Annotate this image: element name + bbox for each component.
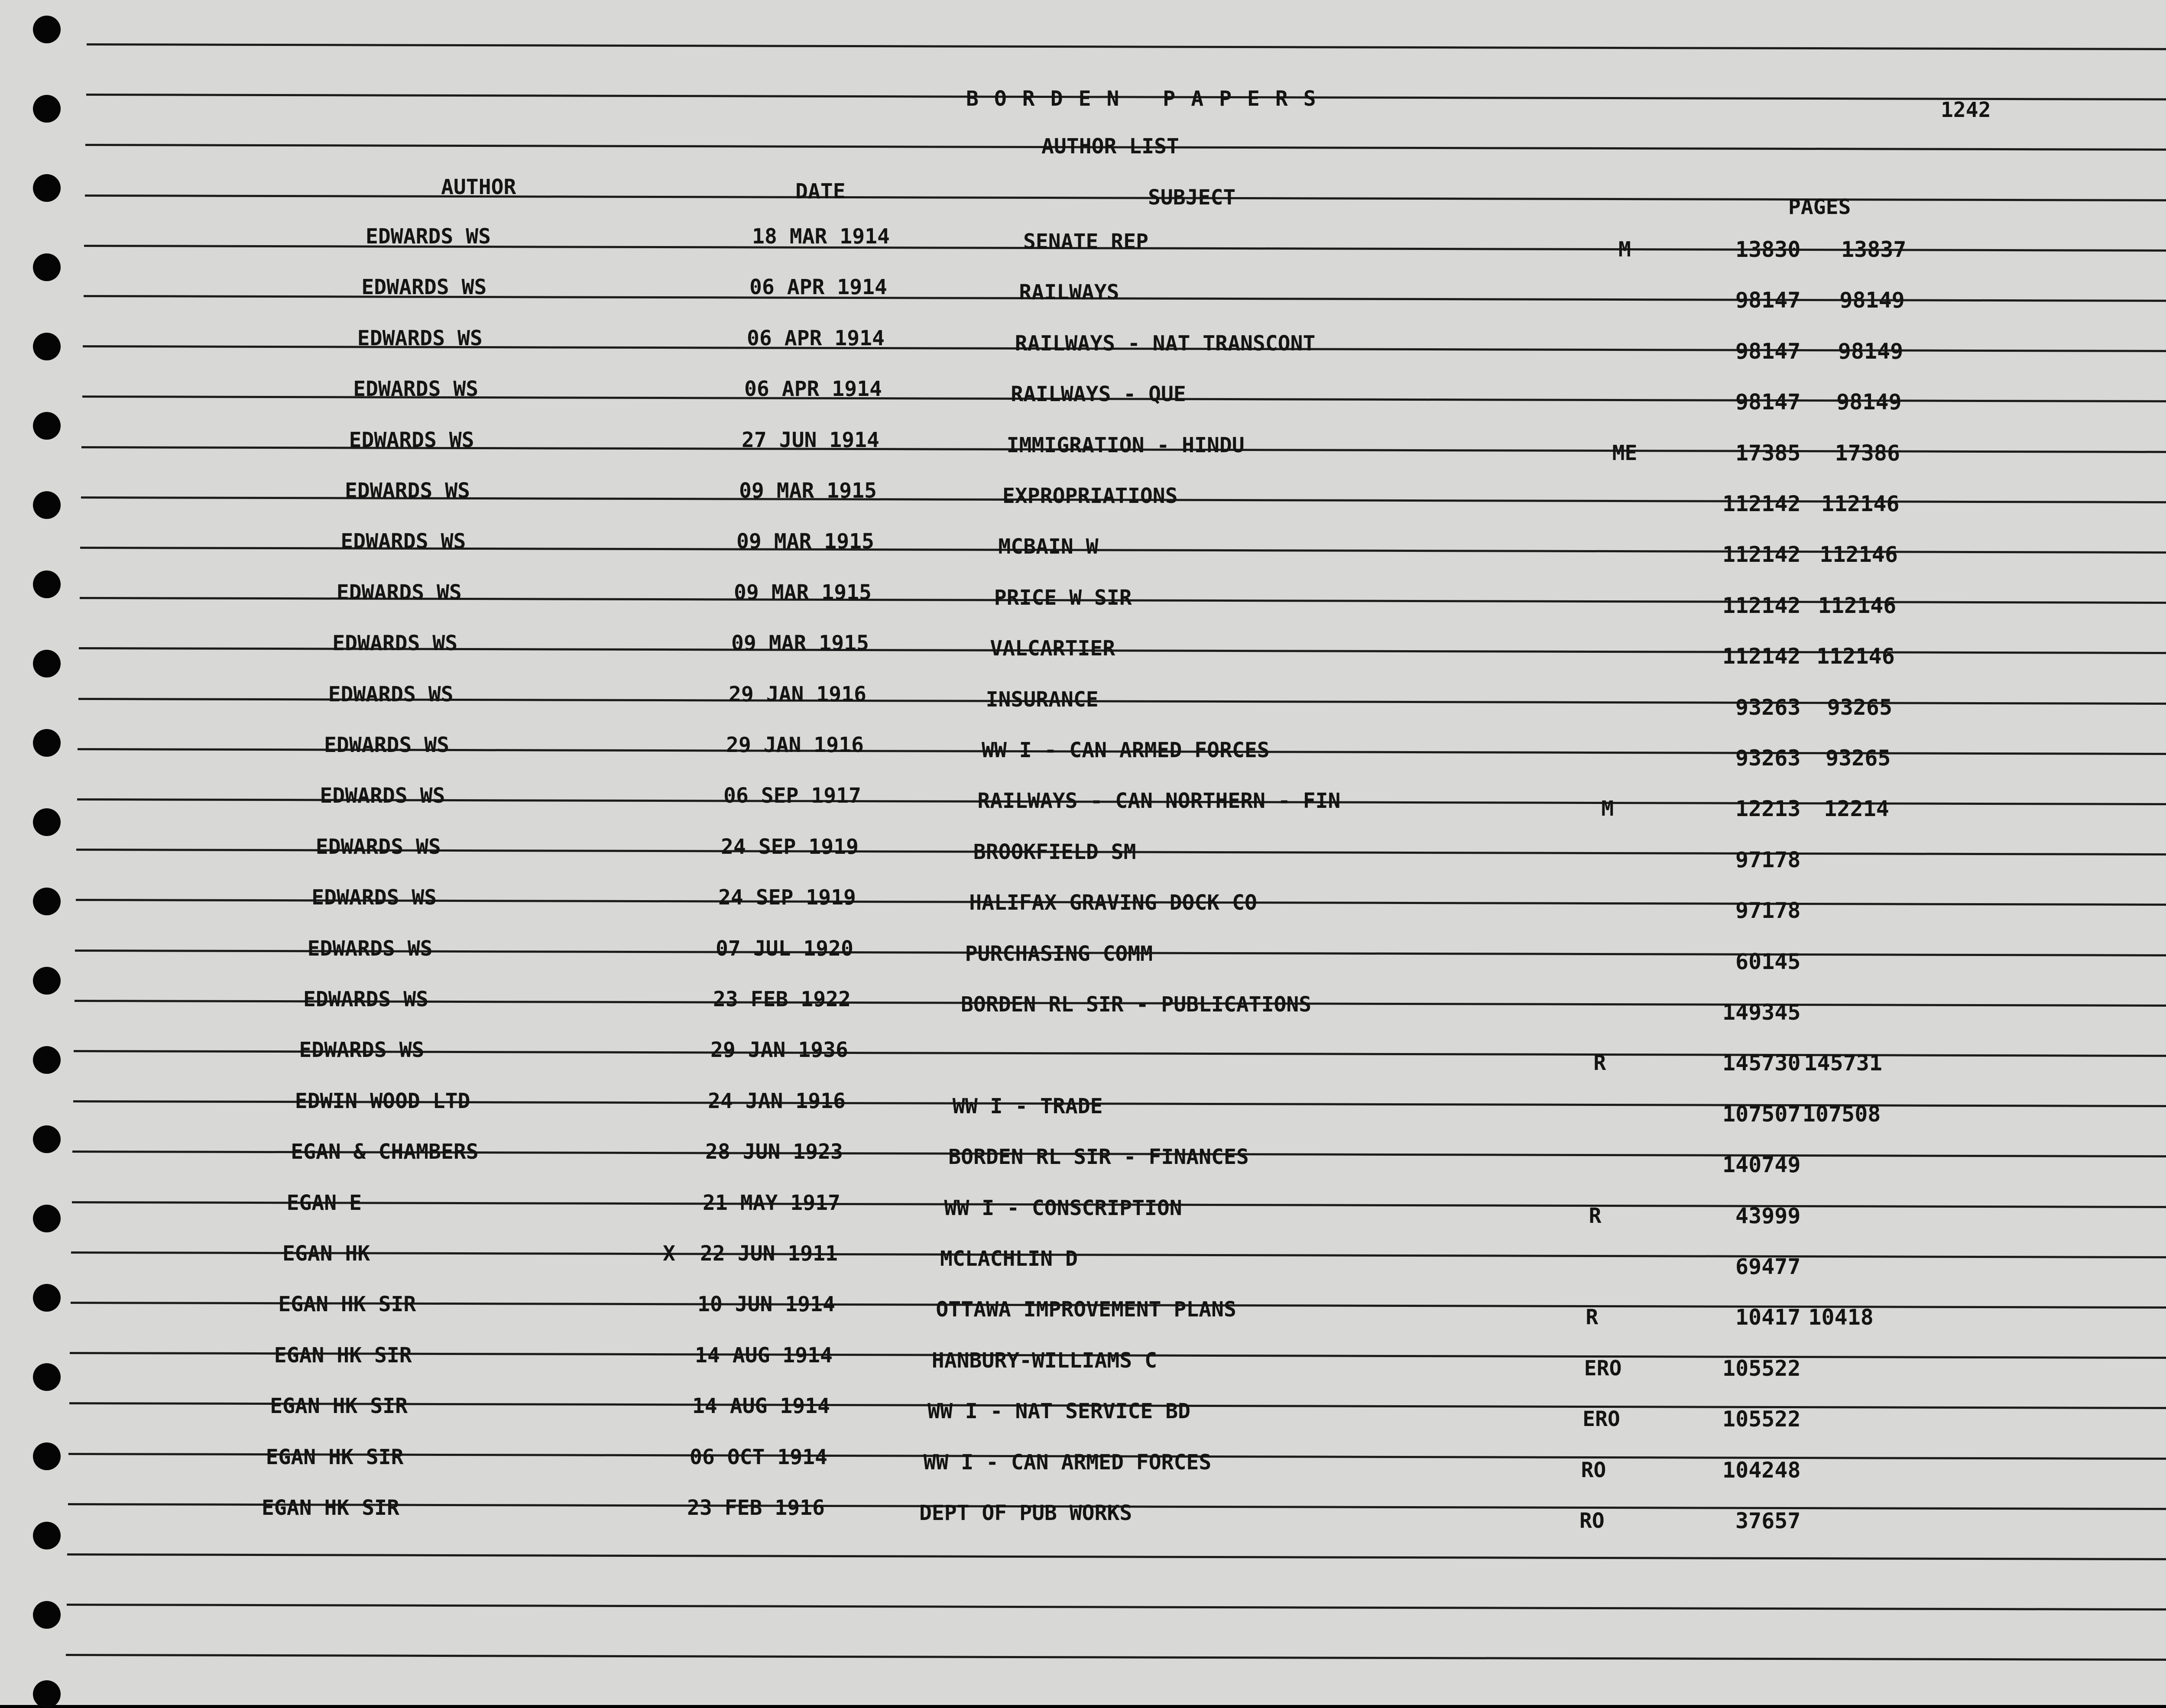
- cell-page-from: 93263: [1735, 745, 1801, 771]
- cell-page-to: 112146: [1821, 491, 1900, 516]
- tractor-hole: [33, 1205, 61, 1232]
- tractor-hole: [33, 1522, 61, 1549]
- cell-subject: MCLACHLIN D: [940, 1247, 1078, 1271]
- cell-date: 28 JUN 1923: [705, 1140, 843, 1164]
- cell-page-from: 93263: [1735, 694, 1801, 720]
- cell-subject: EXPROPRIATIONS: [1002, 484, 1178, 508]
- cell-page-from: 107507: [1722, 1101, 1801, 1127]
- cell-date: 21 MAY 1917: [703, 1190, 840, 1215]
- tractor-hole: [33, 1046, 61, 1074]
- cell-page-to: 12214: [1824, 796, 1889, 822]
- cell-subject: WW I - CAN ARMED FORCES: [923, 1450, 1212, 1475]
- cell-subject: BORDEN RL SIR - FINANCES: [948, 1145, 1249, 1170]
- cell-page-from: 112142: [1722, 542, 1801, 567]
- cell-code: ERO: [1582, 1407, 1620, 1432]
- column-header-date: DATE: [795, 179, 846, 204]
- tractor-hole: [33, 570, 61, 598]
- cell-page-to: 98149: [1836, 389, 1902, 415]
- cell-subject: WW I - CONSCRIPTION: [944, 1196, 1182, 1220]
- cell-date: 24 SEP 1919: [721, 834, 859, 859]
- cell-author: EDWARDS WS: [320, 784, 445, 808]
- cell-code: ERO: [1584, 1356, 1622, 1381]
- cell-date: 29 JAN 1936: [710, 1038, 848, 1063]
- cell-page-from: 12213: [1735, 796, 1801, 822]
- cell-code: RO: [1581, 1458, 1606, 1482]
- cell-page-to: 112146: [1819, 542, 1898, 567]
- cell-date: 23 FEB 1916: [687, 1496, 825, 1520]
- tractor-hole: [33, 650, 61, 677]
- cell-subject: RAILWAYS: [1019, 280, 1119, 305]
- cell-date: 29 JAN 1916: [729, 682, 866, 707]
- cell-code: R: [1593, 1051, 1606, 1076]
- ruled-line: [71, 1251, 2166, 1258]
- cell-author: EDWARDS WS: [349, 428, 474, 452]
- cell-code: M: [1601, 797, 1614, 821]
- tractor-hole: [33, 729, 61, 757]
- cell-page-to: 10418: [1808, 1305, 1874, 1330]
- cell-date: 18 MAR 1914: [752, 224, 890, 249]
- tractor-hole: [33, 253, 61, 281]
- cell-page-from: 98147: [1735, 338, 1801, 364]
- cell-date: 07 JUL 1920: [716, 936, 853, 961]
- cell-subject: OTTAWA IMPROVEMENT PLANS: [936, 1297, 1236, 1322]
- cell-subject: WW I - CAN ARMED FORCES: [982, 738, 1270, 762]
- cell-page-from: 149345: [1722, 1000, 1801, 1025]
- cell-date: 09 MAR 1915: [731, 631, 869, 656]
- tractor-hole: [33, 808, 61, 836]
- tractor-hole: [33, 888, 61, 915]
- cell-date: 24 JAN 1916: [708, 1089, 846, 1113]
- cell-date: 09 MAR 1915: [734, 580, 872, 605]
- cell-author: EDWARDS WS: [324, 733, 449, 757]
- cell-author: EGAN HK: [282, 1241, 370, 1266]
- cell-page-to: 112146: [1818, 593, 1897, 618]
- cell-subject: HANBURY-WILLIAMS C: [931, 1348, 1157, 1373]
- cell-date: 06 OCT 1914: [690, 1445, 827, 1469]
- ruled-line: [87, 43, 2166, 50]
- cell-date: 23 FEB 1922: [713, 987, 851, 1011]
- cell-page-to: 98149: [1839, 288, 1905, 313]
- cell-author: EDWARDS WS: [353, 377, 479, 402]
- cell-date: 22 JUN 1911: [700, 1241, 838, 1266]
- cell-subject: PURCHASING COMM: [965, 941, 1153, 966]
- cell-page-to: 13837: [1841, 237, 1907, 262]
- cell-author: EDWARDS WS: [357, 326, 483, 350]
- cell-author: EGAN E: [286, 1190, 362, 1215]
- cell-author: EGAN HK SIR: [278, 1292, 416, 1317]
- cell-page-to: 17386: [1835, 440, 1900, 466]
- cell-date: 10 JUN 1914: [697, 1292, 835, 1317]
- cell-author: EGAN HK SIR: [262, 1496, 399, 1520]
- tractor-hole: [33, 333, 61, 360]
- cell-date: 29 JAN 1916: [726, 733, 864, 757]
- cell-code: M: [1618, 237, 1631, 262]
- cell-page-from: 43999: [1735, 1203, 1801, 1228]
- cell-subject: PRICE W SIR: [994, 585, 1132, 610]
- cell-author: EDWARDS WS: [311, 885, 437, 910]
- column-header-author: AUTHOR: [441, 175, 516, 199]
- cell-page-from: 13830: [1735, 237, 1801, 262]
- tractor-hole: [33, 95, 61, 123]
- cell-page-from: 140749: [1722, 1152, 1801, 1178]
- cell-date: 14 AUG 1914: [695, 1343, 833, 1368]
- cell-page-to: 93265: [1827, 694, 1893, 720]
- cell-subject: INSURANCE: [986, 687, 1099, 712]
- cell-page-from: 112142: [1722, 593, 1801, 618]
- cell-subject: MCBAIN W: [998, 535, 1099, 559]
- cell-page-from: 69477: [1735, 1254, 1801, 1279]
- cell-date: 06 SEP 1917: [723, 784, 861, 808]
- cell-author: EDWARDS WS: [315, 834, 441, 859]
- cell-subject: WW I - TRADE: [952, 1094, 1103, 1118]
- tractor-hole: [33, 1601, 61, 1629]
- cell-code: R: [1589, 1203, 1602, 1228]
- cell-date: 09 MAR 1915: [736, 529, 874, 554]
- cell-page-from: 17385: [1735, 440, 1801, 466]
- cell-page-from: 105522: [1722, 1355, 1801, 1381]
- cell-subject: WW I - NAT SERVICE BD: [927, 1399, 1191, 1424]
- cell-subject: IMMIGRATION - HINDU: [1006, 433, 1245, 457]
- cell-page-to: 112146: [1816, 644, 1895, 669]
- cell-author: EDWARDS WS: [366, 224, 491, 249]
- cell-page-from: 112142: [1722, 491, 1801, 516]
- cell-author: EDWARDS WS: [303, 987, 428, 1011]
- cell-page-from: 60145: [1735, 949, 1801, 974]
- cell-date: 06 APR 1914: [744, 377, 882, 402]
- ruled-line: [84, 194, 2166, 201]
- cell-page-from: 10417: [1735, 1305, 1801, 1330]
- cell-date: 06 APR 1914: [749, 275, 887, 300]
- cell-author: EDWARDS WS: [340, 529, 466, 554]
- cell-code: R: [1586, 1305, 1599, 1330]
- cell-subject: VALCARTIER: [990, 636, 1115, 661]
- cell-page-to: 93265: [1826, 745, 1891, 771]
- cell-date: 14 AUG 1914: [692, 1394, 830, 1419]
- tractor-hole: [33, 174, 61, 202]
- cell-author: EGAN HK SIR: [270, 1394, 408, 1419]
- tractor-hole: [33, 491, 61, 519]
- cell-author: EDWARDS WS: [332, 631, 458, 656]
- cell-page-from: 145730: [1722, 1050, 1801, 1076]
- cell-date: 24 SEP 1919: [718, 885, 856, 910]
- cell-page-from: 37657: [1735, 1508, 1801, 1533]
- cell-page-to: 145731: [1804, 1050, 1883, 1076]
- cell-subject: RAILWAYS - NAT TRANSCONT: [1015, 331, 1316, 356]
- tractor-hole: [33, 1363, 61, 1391]
- cell-author: EDWARDS WS: [336, 580, 462, 605]
- cell-page-from: 112142: [1722, 644, 1801, 669]
- cell-flag: X: [663, 1241, 675, 1266]
- cell-author: EDWARDS WS: [307, 936, 433, 961]
- cell-author: EDWIN WOOD LTD: [295, 1089, 470, 1113]
- tractor-hole: [33, 412, 61, 440]
- tractor-hole: [33, 1284, 61, 1312]
- tractor-hole: [33, 1442, 61, 1470]
- tractor-hole: [33, 1680, 61, 1708]
- cell-author: EDWARDS WS: [361, 275, 487, 300]
- tractor-hole: [33, 967, 61, 995]
- tractor-hole: [33, 1125, 61, 1153]
- page-title: BORDEN PAPERS: [966, 87, 1332, 111]
- cell-date: 27 JUN 1914: [742, 428, 879, 452]
- cell-page-from: 105522: [1722, 1407, 1801, 1432]
- tractor-hole: [33, 16, 61, 43]
- cell-code: ME: [1612, 441, 1637, 465]
- cell-page-to: 107508: [1802, 1101, 1881, 1127]
- cell-date: 06 APR 1914: [747, 326, 885, 350]
- cell-date: 09 MAR 1915: [739, 479, 877, 503]
- ruled-line: [67, 1553, 2166, 1560]
- cell-subject: HALIFAX GRAVING DOCK CO: [969, 891, 1257, 915]
- cell-page-to: 98149: [1838, 338, 1903, 364]
- cell-author: EDWARDS WS: [299, 1038, 425, 1063]
- column-header-pages: PAGES: [1788, 195, 1851, 219]
- cell-page-from: 104248: [1722, 1457, 1801, 1483]
- cell-author: EDWARDS WS: [345, 479, 470, 503]
- cell-page-from: 98147: [1735, 389, 1801, 415]
- cell-author: EDWARDS WS: [328, 682, 454, 707]
- cell-subject: BROOKFIELD SM: [973, 839, 1136, 864]
- page-number: 1242: [1941, 98, 1991, 122]
- cell-author: EGAN & CHAMBERS: [291, 1140, 479, 1164]
- cell-subject: RAILWAYS - CAN NORTHERN - FIN: [977, 789, 1341, 813]
- cell-code: RO: [1579, 1509, 1605, 1533]
- cell-subject: BORDEN RL SIR - PUBLICATIONS: [961, 992, 1312, 1017]
- cell-subject: RAILWAYS - QUE: [1011, 382, 1186, 407]
- cell-author: EGAN HK SIR: [266, 1445, 404, 1469]
- cell-page-from: 97178: [1735, 847, 1801, 872]
- cell-page-from: 97178: [1735, 898, 1801, 924]
- cell-subject: DEPT OF PUB WORKS: [919, 1501, 1132, 1525]
- column-header-subject: SUBJECT: [1148, 185, 1236, 210]
- ruled-line: [66, 1654, 2166, 1661]
- page-subtitle: AUTHOR LIST: [1041, 134, 1179, 159]
- cell-subject: SENATE REP: [1023, 230, 1148, 254]
- ruled-line: [66, 1604, 2166, 1611]
- cell-author: EGAN HK SIR: [274, 1343, 412, 1368]
- cell-page-from: 98147: [1735, 288, 1801, 313]
